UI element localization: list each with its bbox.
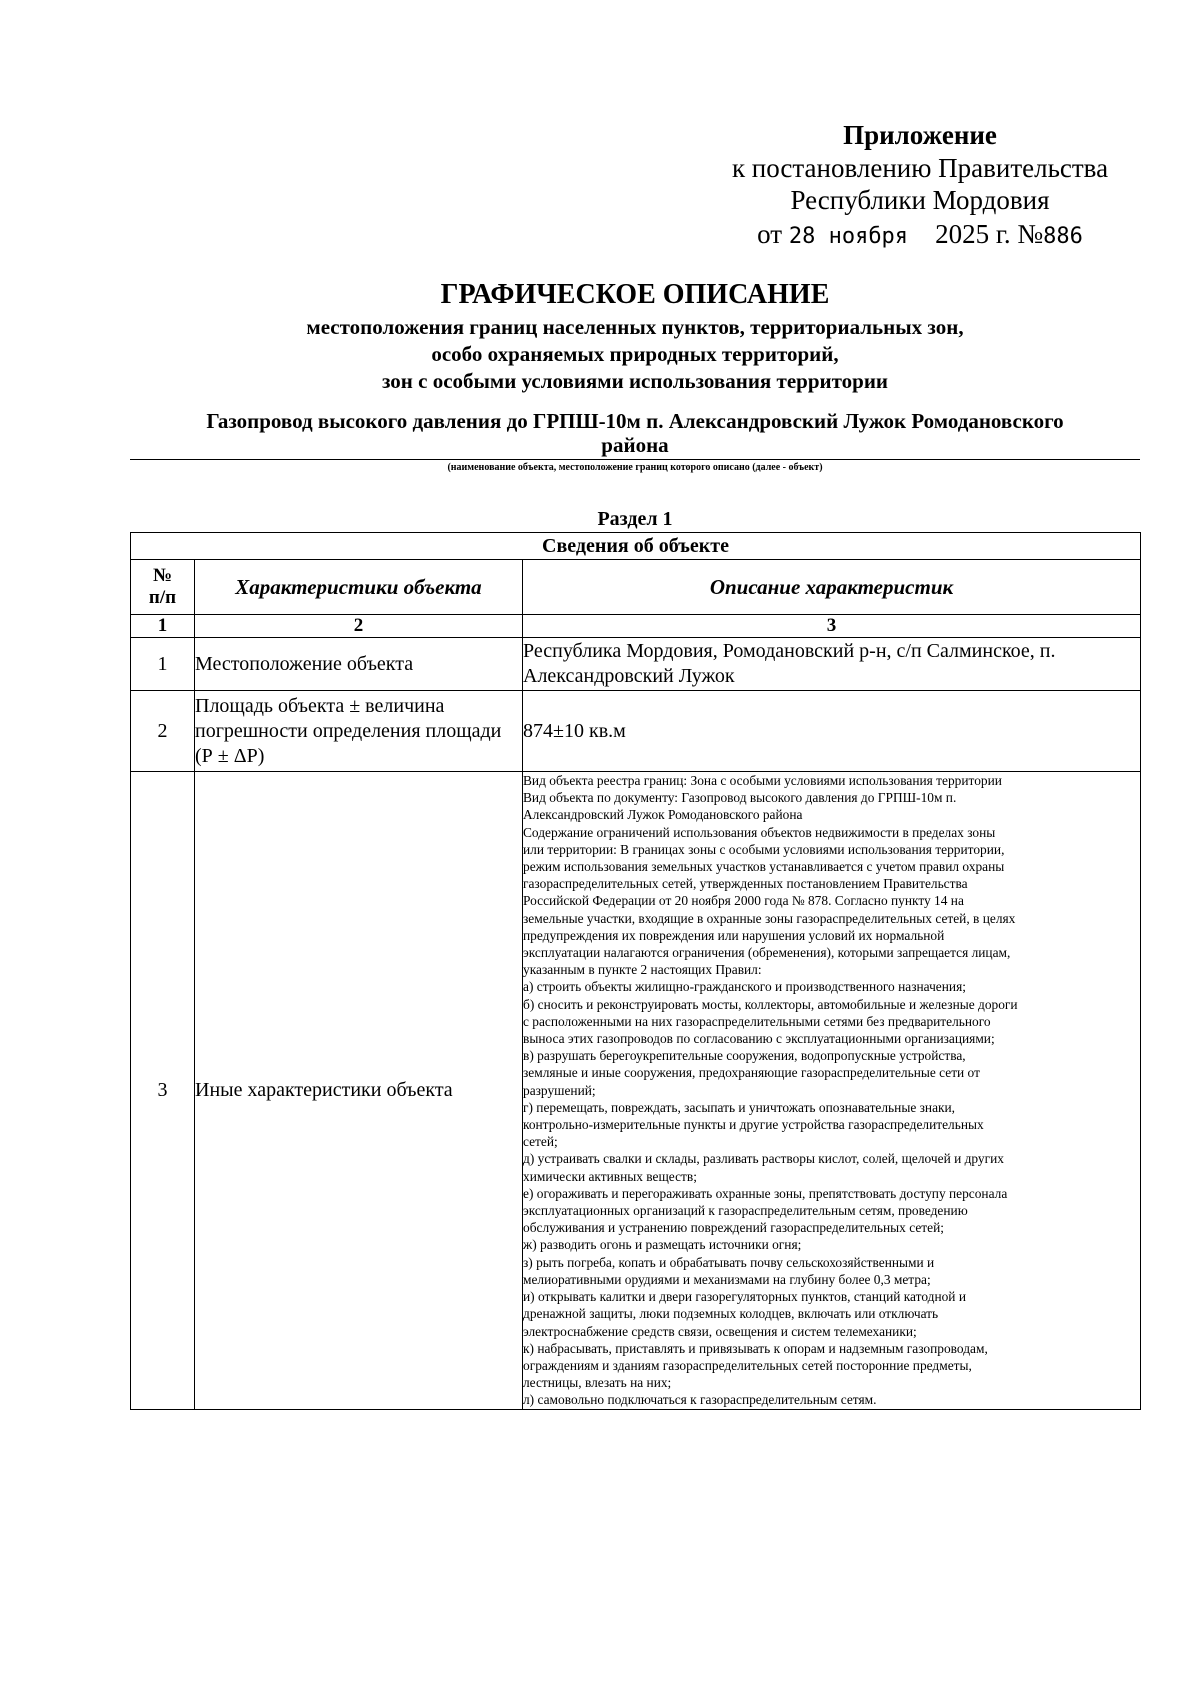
description-line: земельные участки, входящие в охранные зоны газораспределительных сетей, в целях (523, 910, 1016, 926)
row-characteristic: Иные характеристики объекта (195, 772, 523, 1410)
date-prefix: от (757, 219, 783, 249)
row-characteristic: Местоположение объекта (195, 638, 523, 691)
column-header-characteristic: Характеристики объекта (195, 560, 523, 615)
description-line: е) огораживать и перегораживать охранные зоны, препятствовать доступу персонала (523, 1185, 1008, 1201)
description-line: указанным в пункте 2 настоящих Правил: (523, 962, 762, 978)
description-line: и) открывать калитки и двери газорегуляторных пунктов, станций катодной и (523, 1289, 966, 1305)
description-line: мелиоративными орудиями и механизмами на глубину более 0,3 метра; (523, 1271, 931, 1287)
appendix-line-1: к постановлению Правительства (731, 153, 1109, 183)
row-characteristic: Площадь объекта ± величина погрешности определения площади (Р ± ΔР) (195, 691, 523, 772)
row-description: 874±10 кв.м (523, 691, 1141, 772)
description-line: предупреждения их повреждения или нарушения условий их нормальной (523, 927, 945, 943)
row-number: 1 (131, 638, 195, 691)
date-year: 2025 г. № (935, 219, 1044, 249)
description-line: лестницы, влезать на них; (523, 1375, 672, 1391)
description-line: выноса этих газопроводов по согласованию с эксплуатационными организациями; (523, 1031, 995, 1047)
date-day-month: 28 ноября (788, 224, 909, 249)
description-line: з) рыть погреба, копать и обрабатывать почву сельскохозяйственными и (523, 1254, 935, 1270)
table-header-row (131, 560, 1141, 615)
appendix-title: Приложение (843, 120, 997, 150)
object-name-line: района (601, 433, 669, 457)
description-line: режим использования земельных участков устанавливается с учетом правил охраны (523, 859, 1005, 875)
description-line: эксплуатационных организаций к газораспределительным сетям, проведению (523, 1203, 968, 1219)
document-subtitle (130, 314, 1140, 395)
table-title-row (131, 533, 1141, 560)
description-line: газораспределительных сетей, утвержденных постановлением Правительства (523, 876, 968, 892)
table-row (131, 638, 1141, 691)
description-line: с расположенными на них газораспределительными сетями без предварительного (523, 1013, 991, 1029)
description-line: а) строить объекты жилищно-гражданского и производственного назначения; (523, 979, 966, 995)
description-line: электроснабжение средств связи, освещения и систем телемеханики; (523, 1323, 917, 1339)
object-caption: (наименование объекта, местоположение границ которого описано (далее - объект) (447, 462, 823, 473)
column-header-number: № п/п (131, 560, 195, 615)
description-line: к) набрасывать, приставлять и привязывать к опорам и надземным газопроводам, (523, 1340, 988, 1356)
subtitle-line: зон с особыми условиями использования территории (381, 369, 889, 393)
appendix-line-2: Республики Мордовия (790, 185, 1050, 215)
table-title: Сведения об объекте (131, 533, 1141, 560)
description-line: в) разрушать берегоукрепительные сооружения, водопропускные устройства, (523, 1048, 966, 1064)
description-line: Вид объекта по документу: Газопровод высокого давления до ГРПШ-10м п. (523, 790, 957, 806)
description-line: контрольно-измерительные пункты и другие устройства газораспределительных (523, 1117, 984, 1133)
appendix-date (700, 218, 1140, 253)
description-line: Александровский Лужок Ромодановского района (523, 807, 803, 823)
description-line: земляные и иные сооружения, предохраняющие газораспределительные сети от (523, 1065, 980, 1081)
decree-number: 886 (1043, 224, 1083, 249)
object-name-line: Газопровод высокого давления до ГРПШ-10м п. Александровский Лужок Ромодановского (206, 409, 1064, 433)
subtitle-line: особо охраняемых природных территорий, (431, 342, 839, 366)
description-line: разрушений; (523, 1082, 596, 1098)
description-line: эксплуатации налагаются ограничения (обременения), которыми запрещается лицам, (523, 945, 1011, 961)
description-line: или территории: В границах зоны с особыми условиями использования территории, (523, 841, 1005, 857)
description-line: химически активных веществ; (523, 1168, 697, 1184)
object-name (130, 409, 1140, 457)
description-line: дренажной защиты, люки подземных колодцев, включать или отключать (523, 1306, 939, 1322)
description-line: ж) разводить огонь и размещать источники огня; (523, 1237, 802, 1253)
column-number: 2 (195, 615, 523, 638)
description-line: ограждениям и зданиям газораспределительных сетей посторонние предметы, (523, 1357, 972, 1373)
section-label: Раздел 1 (597, 508, 673, 530)
document-title: ГРАФИЧЕСКОЕ ОПИСАНИЕ (440, 279, 830, 310)
subtitle-line: местоположения границ населенных пунктов, территориальных зон, (306, 315, 964, 339)
column-number: 3 (523, 615, 1141, 638)
object-info-table (130, 532, 1141, 1410)
description-line: л) самовольно подключаться к газораспределительным сетям. (523, 1392, 877, 1408)
row-description (523, 772, 1141, 1410)
table-row (131, 691, 1141, 772)
description-line: Российской Федерации от 20 ноября 2000 года № 878. Согласно пункту 14 на (523, 893, 964, 909)
description-line: сетей; (523, 1134, 558, 1150)
description-line: д) устраивать свалки и склады, разливать растворы кислот, солей, щелочей и других (523, 1151, 1004, 1167)
description-line: Содержание ограничений использования объектов недвижимости в пределах зоны (523, 824, 996, 840)
table-row (131, 772, 1141, 1410)
description-line: обслуживания и устранению повреждений газораспределительных сетей; (523, 1220, 944, 1236)
description-line: б) сносить и реконструировать мосты, коллекторы, автомобильные и железные дороги (523, 996, 1018, 1012)
appendix-block (700, 118, 1140, 253)
description-line: г) перемещать, повреждать, засыпать и уничтожать опознавательные знаки, (523, 1099, 956, 1115)
column-numbers-row (131, 615, 1141, 638)
column-number: 1 (131, 615, 195, 638)
column-header-description: Описание характеристик (523, 560, 1141, 615)
row-number: 3 (131, 772, 195, 1410)
underline-rule (130, 459, 1140, 460)
row-description: Республика Мордовия, Ромодановский р-н, с/п Салминское, п. Александровский Лужок (523, 638, 1141, 691)
description-line: Вид объекта реестра границ: Зона с особыми условиями использования территории (523, 773, 1002, 788)
row-number: 2 (131, 691, 195, 772)
